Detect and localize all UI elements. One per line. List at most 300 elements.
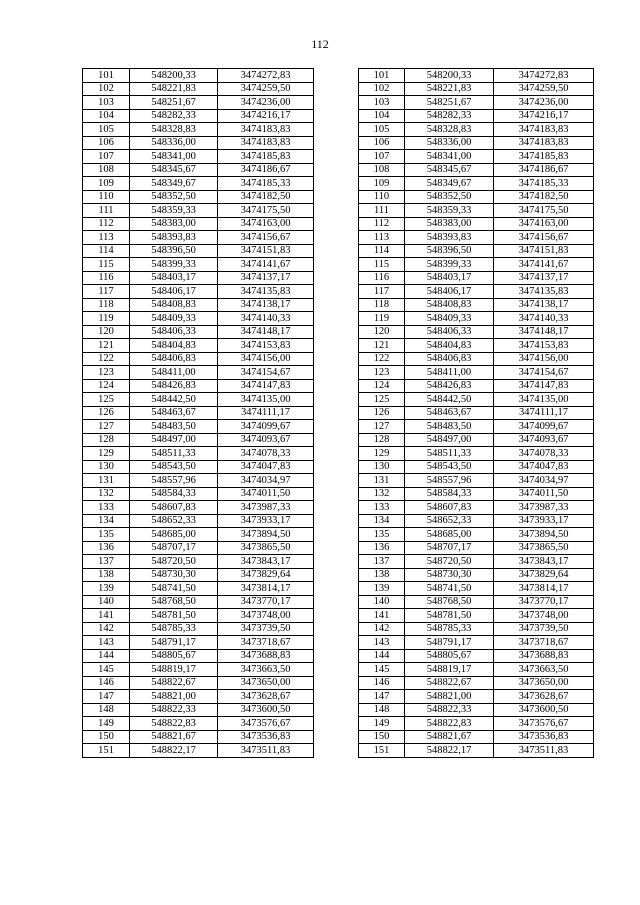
point-number-cell: 134 [83, 514, 130, 528]
y-coordinate-cell: 3473865,50 [494, 541, 594, 555]
y-coordinate-cell: 3474156,67 [218, 231, 314, 245]
table-row [83, 730, 314, 744]
point-number-cell: 106 [83, 136, 130, 150]
x-coordinate-cell: 548822,67 [405, 676, 494, 690]
x-coordinate-cell: 548720,50 [130, 555, 218, 569]
point-number-cell: 112 [359, 217, 405, 231]
y-coordinate-cell: 3474175,50 [218, 204, 314, 218]
x-coordinate-cell: 548685,00 [405, 528, 494, 542]
y-coordinate-cell: 3473843,17 [218, 555, 314, 569]
x-coordinate-cell: 548336,00 [405, 136, 494, 150]
point-number-cell: 123 [83, 366, 130, 380]
x-coordinate-cell: 548403,17 [130, 271, 218, 285]
point-number-cell: 119 [83, 312, 130, 326]
table-row [83, 487, 314, 501]
x-coordinate-cell: 548791,17 [405, 636, 494, 650]
y-coordinate-cell: 3474153,83 [218, 339, 314, 353]
y-coordinate-cell: 3473748,00 [494, 609, 594, 623]
y-coordinate-cell: 3473748,00 [218, 609, 314, 623]
table-row [359, 609, 594, 623]
y-coordinate-cell: 3474093,67 [494, 433, 594, 447]
point-number-cell: 149 [83, 717, 130, 731]
y-coordinate-cell: 3474151,83 [494, 244, 594, 258]
y-coordinate-cell: 3474141,67 [494, 258, 594, 272]
point-number-cell: 106 [359, 136, 405, 150]
table-row [359, 258, 594, 272]
x-coordinate-cell: 548557,96 [130, 474, 218, 488]
point-number-cell: 146 [83, 676, 130, 690]
point-number-cell: 102 [83, 82, 130, 96]
table-row [359, 460, 594, 474]
table-row [359, 474, 594, 488]
y-coordinate-cell: 3474078,33 [494, 447, 594, 461]
point-number-cell: 143 [83, 636, 130, 650]
table-row [83, 622, 314, 636]
point-number-cell: 151 [359, 744, 405, 758]
y-coordinate-cell: 3474259,50 [494, 82, 594, 96]
table-row [83, 150, 314, 164]
table-row [83, 339, 314, 353]
x-coordinate-cell: 548352,50 [405, 190, 494, 204]
x-coordinate-cell: 548404,83 [405, 339, 494, 353]
table-row [359, 271, 594, 285]
x-coordinate-cell: 548359,33 [405, 204, 494, 218]
point-number-cell: 102 [359, 82, 405, 96]
table-row [83, 244, 314, 258]
point-number-cell: 130 [83, 460, 130, 474]
x-coordinate-cell: 548463,67 [405, 406, 494, 420]
y-coordinate-cell: 3474147,83 [494, 379, 594, 393]
point-number-cell: 122 [83, 352, 130, 366]
x-coordinate-cell: 548406,17 [405, 285, 494, 299]
x-coordinate-cell: 548399,33 [405, 258, 494, 272]
point-number-cell: 105 [83, 123, 130, 137]
y-coordinate-cell: 3474272,83 [494, 69, 594, 83]
coordinates-table-left [82, 68, 314, 758]
y-coordinate-cell: 3473933,17 [494, 514, 594, 528]
x-coordinate-cell: 548584,33 [405, 487, 494, 501]
y-coordinate-cell: 3474034,97 [494, 474, 594, 488]
x-coordinate-cell: 548359,33 [130, 204, 218, 218]
y-coordinate-cell: 3474156,67 [494, 231, 594, 245]
point-number-cell: 127 [83, 420, 130, 434]
table-row [83, 514, 314, 528]
table-row [83, 636, 314, 650]
y-coordinate-cell: 3473511,83 [218, 744, 314, 758]
point-number-cell: 112 [83, 217, 130, 231]
x-coordinate-cell: 548607,83 [405, 501, 494, 515]
y-coordinate-cell: 3474111,17 [494, 406, 594, 420]
y-coordinate-cell: 3473770,17 [494, 595, 594, 609]
point-number-cell: 146 [359, 676, 405, 690]
point-number-cell: 131 [83, 474, 130, 488]
table-row [359, 393, 594, 407]
x-coordinate-cell: 548497,00 [405, 433, 494, 447]
point-number-cell: 115 [83, 258, 130, 272]
y-coordinate-cell: 3474135,00 [494, 393, 594, 407]
point-number-cell: 104 [359, 109, 405, 123]
table-row [83, 352, 314, 366]
table-row [83, 649, 314, 663]
table-row [359, 312, 594, 326]
table-row [359, 82, 594, 96]
point-number-cell: 147 [359, 690, 405, 704]
table-row [359, 514, 594, 528]
y-coordinate-cell: 3473576,67 [218, 717, 314, 731]
point-number-cell: 107 [83, 150, 130, 164]
x-coordinate-cell: 548463,67 [130, 406, 218, 420]
y-coordinate-cell: 3473829,64 [494, 568, 594, 582]
y-coordinate-cell: 3474183,83 [494, 136, 594, 150]
y-coordinate-cell: 3474099,67 [218, 420, 314, 434]
point-number-cell: 148 [83, 703, 130, 717]
x-coordinate-cell: 548411,00 [130, 366, 218, 380]
table-row [359, 717, 594, 731]
point-number-cell: 118 [83, 298, 130, 312]
table-row [83, 474, 314, 488]
point-number-cell: 132 [359, 487, 405, 501]
table-row [83, 433, 314, 447]
point-number-cell: 149 [359, 717, 405, 731]
table-row [359, 433, 594, 447]
x-coordinate-cell: 548822,33 [405, 703, 494, 717]
y-coordinate-cell: 3474185,33 [494, 177, 594, 191]
table-row [359, 487, 594, 501]
table-row [83, 136, 314, 150]
table-row [83, 379, 314, 393]
point-number-cell: 144 [359, 649, 405, 663]
x-coordinate-cell: 548352,50 [130, 190, 218, 204]
x-coordinate-cell: 548349,67 [130, 177, 218, 191]
point-number-cell: 124 [359, 379, 405, 393]
point-number-cell: 111 [83, 204, 130, 218]
x-coordinate-cell: 548426,83 [130, 379, 218, 393]
x-coordinate-cell: 548408,83 [130, 298, 218, 312]
y-coordinate-cell: 3474148,17 [494, 325, 594, 339]
table-row [83, 298, 314, 312]
y-coordinate-cell: 3474163,00 [494, 217, 594, 231]
point-number-cell: 150 [359, 730, 405, 744]
coordinates-table-right [358, 68, 594, 758]
table-row [359, 163, 594, 177]
table-row [83, 460, 314, 474]
y-coordinate-cell: 3474154,67 [218, 366, 314, 380]
table-row [359, 528, 594, 542]
y-coordinate-cell: 3474185,83 [494, 150, 594, 164]
point-number-cell: 133 [83, 501, 130, 515]
x-coordinate-cell: 548543,50 [130, 460, 218, 474]
point-number-cell: 134 [359, 514, 405, 528]
table-row [83, 541, 314, 555]
point-number-cell: 108 [359, 163, 405, 177]
table-row [359, 622, 594, 636]
table-row [359, 541, 594, 555]
table-row [359, 555, 594, 569]
y-coordinate-cell: 3474078,33 [218, 447, 314, 461]
page-number: 112 [311, 37, 329, 51]
x-coordinate-cell: 548741,50 [130, 582, 218, 596]
point-number-cell: 135 [359, 528, 405, 542]
y-coordinate-cell: 3474137,17 [218, 271, 314, 285]
y-coordinate-cell: 3474135,83 [494, 285, 594, 299]
table-row [359, 231, 594, 245]
x-coordinate-cell: 548685,00 [130, 528, 218, 542]
table-row [359, 244, 594, 258]
table-row [359, 690, 594, 704]
point-number-cell: 117 [83, 285, 130, 299]
x-coordinate-cell: 548822,67 [130, 676, 218, 690]
y-coordinate-cell: 3474185,33 [218, 177, 314, 191]
y-coordinate-cell: 3474111,17 [218, 406, 314, 420]
y-coordinate-cell: 3473894,50 [494, 528, 594, 542]
x-coordinate-cell: 548442,50 [405, 393, 494, 407]
x-coordinate-cell: 548393,83 [405, 231, 494, 245]
point-number-cell: 139 [83, 582, 130, 596]
table-row [83, 582, 314, 596]
point-number-cell: 125 [359, 393, 405, 407]
x-coordinate-cell: 548409,33 [405, 312, 494, 326]
y-coordinate-cell: 3474138,17 [218, 298, 314, 312]
x-coordinate-cell: 548781,50 [405, 609, 494, 623]
y-coordinate-cell: 3474147,83 [218, 379, 314, 393]
point-number-cell: 142 [83, 622, 130, 636]
table-row [359, 447, 594, 461]
table-row [359, 190, 594, 204]
table-row [359, 325, 594, 339]
y-coordinate-cell: 3474137,17 [494, 271, 594, 285]
point-number-cell: 104 [83, 109, 130, 123]
x-coordinate-cell: 548741,50 [405, 582, 494, 596]
y-coordinate-cell: 3474182,50 [494, 190, 594, 204]
y-coordinate-cell: 3474156,00 [494, 352, 594, 366]
table-row [83, 609, 314, 623]
x-coordinate-cell: 548607,83 [130, 501, 218, 515]
point-number-cell: 130 [359, 460, 405, 474]
x-coordinate-cell: 548822,17 [130, 744, 218, 758]
y-coordinate-cell: 3473688,83 [218, 649, 314, 663]
table-row [83, 217, 314, 231]
x-coordinate-cell: 548383,00 [405, 217, 494, 231]
y-coordinate-cell: 3474186,67 [218, 163, 314, 177]
y-coordinate-cell: 3474141,67 [218, 258, 314, 272]
point-number-cell: 111 [359, 204, 405, 218]
x-coordinate-cell: 548821,00 [405, 690, 494, 704]
x-coordinate-cell: 548251,67 [130, 96, 218, 110]
y-coordinate-cell: 3474011,50 [494, 487, 594, 501]
table-row [83, 325, 314, 339]
point-number-cell: 142 [359, 622, 405, 636]
table-row [359, 730, 594, 744]
table-row [359, 568, 594, 582]
y-coordinate-cell: 3474186,67 [494, 163, 594, 177]
table-row [83, 528, 314, 542]
x-coordinate-cell: 548399,33 [130, 258, 218, 272]
table-row [359, 298, 594, 312]
table-row [83, 190, 314, 204]
table-row [83, 595, 314, 609]
point-number-cell: 116 [83, 271, 130, 285]
y-coordinate-cell: 3474183,83 [218, 136, 314, 150]
table-row [359, 339, 594, 353]
y-coordinate-cell: 3473576,67 [494, 717, 594, 731]
point-number-cell: 110 [83, 190, 130, 204]
y-coordinate-cell: 3474154,67 [494, 366, 594, 380]
y-coordinate-cell: 3474216,17 [218, 109, 314, 123]
y-coordinate-cell: 3474140,33 [494, 312, 594, 326]
y-coordinate-cell: 3473987,33 [218, 501, 314, 515]
y-coordinate-cell: 3473511,83 [494, 744, 594, 758]
y-coordinate-cell: 3473843,17 [494, 555, 594, 569]
point-number-cell: 120 [83, 325, 130, 339]
table-row [359, 379, 594, 393]
table-row [359, 595, 594, 609]
point-number-cell: 144 [83, 649, 130, 663]
table-row [359, 69, 594, 83]
table-row [359, 649, 594, 663]
x-coordinate-cell: 548409,33 [130, 312, 218, 326]
point-number-cell: 115 [359, 258, 405, 272]
x-coordinate-cell: 548282,33 [130, 109, 218, 123]
x-coordinate-cell: 548781,50 [130, 609, 218, 623]
y-coordinate-cell: 3474183,83 [494, 123, 594, 137]
table-row [83, 744, 314, 758]
point-number-cell: 137 [359, 555, 405, 569]
point-number-cell: 138 [359, 568, 405, 582]
y-coordinate-cell: 3474148,17 [218, 325, 314, 339]
table-row [83, 285, 314, 299]
y-coordinate-cell: 3474185,83 [218, 150, 314, 164]
y-coordinate-cell: 3474183,83 [218, 123, 314, 137]
table-row [83, 568, 314, 582]
y-coordinate-cell: 3473600,50 [494, 703, 594, 717]
x-coordinate-cell: 548652,33 [405, 514, 494, 528]
y-coordinate-cell: 3474272,83 [218, 69, 314, 83]
x-coordinate-cell: 548403,17 [405, 271, 494, 285]
point-number-cell: 121 [359, 339, 405, 353]
x-coordinate-cell: 548497,00 [130, 433, 218, 447]
point-number-cell: 145 [359, 663, 405, 677]
y-coordinate-cell: 3474156,00 [218, 352, 314, 366]
x-coordinate-cell: 548819,17 [405, 663, 494, 677]
x-coordinate-cell: 548768,50 [130, 595, 218, 609]
y-coordinate-cell: 3474236,00 [218, 96, 314, 110]
table-row [83, 420, 314, 434]
y-coordinate-cell: 3473718,67 [494, 636, 594, 650]
x-coordinate-cell: 548821,00 [130, 690, 218, 704]
point-number-cell: 113 [83, 231, 130, 245]
x-coordinate-cell: 548785,33 [130, 622, 218, 636]
x-coordinate-cell: 548406,33 [405, 325, 494, 339]
y-coordinate-cell: 3473536,83 [494, 730, 594, 744]
point-number-cell: 113 [359, 231, 405, 245]
point-number-cell: 150 [83, 730, 130, 744]
point-number-cell: 133 [359, 501, 405, 515]
x-coordinate-cell: 548511,33 [405, 447, 494, 461]
point-number-cell: 107 [359, 150, 405, 164]
point-number-cell: 114 [83, 244, 130, 258]
point-number-cell: 114 [359, 244, 405, 258]
x-coordinate-cell: 548282,33 [405, 109, 494, 123]
x-coordinate-cell: 548349,67 [405, 177, 494, 191]
table-row [83, 69, 314, 83]
y-coordinate-cell: 3473650,00 [494, 676, 594, 690]
table-row [359, 676, 594, 690]
table-row [83, 393, 314, 407]
point-number-cell: 132 [83, 487, 130, 501]
x-coordinate-cell: 548821,67 [130, 730, 218, 744]
y-coordinate-cell: 3473650,00 [218, 676, 314, 690]
table-row [359, 703, 594, 717]
table-row [359, 406, 594, 420]
table-row [359, 366, 594, 380]
point-number-cell: 138 [83, 568, 130, 582]
x-coordinate-cell: 548584,33 [130, 487, 218, 501]
x-coordinate-cell: 548341,00 [130, 150, 218, 164]
point-number-cell: 147 [83, 690, 130, 704]
x-coordinate-cell: 548442,50 [130, 393, 218, 407]
x-coordinate-cell: 548336,00 [130, 136, 218, 150]
point-number-cell: 109 [83, 177, 130, 191]
y-coordinate-cell: 3473933,17 [218, 514, 314, 528]
point-number-cell: 101 [83, 69, 130, 83]
table-row [359, 636, 594, 650]
x-coordinate-cell: 548652,33 [130, 514, 218, 528]
point-number-cell: 108 [83, 163, 130, 177]
x-coordinate-cell: 548221,83 [130, 82, 218, 96]
table-row [83, 109, 314, 123]
y-coordinate-cell: 3473894,50 [218, 528, 314, 542]
y-coordinate-cell: 3473600,50 [218, 703, 314, 717]
y-coordinate-cell: 3473739,50 [494, 622, 594, 636]
point-number-cell: 129 [83, 447, 130, 461]
x-coordinate-cell: 548406,83 [405, 352, 494, 366]
y-coordinate-cell: 3473770,17 [218, 595, 314, 609]
x-coordinate-cell: 548720,50 [405, 555, 494, 569]
point-number-cell: 110 [359, 190, 405, 204]
table-row [83, 123, 314, 137]
y-coordinate-cell: 3474175,50 [494, 204, 594, 218]
x-coordinate-cell: 548426,83 [405, 379, 494, 393]
x-coordinate-cell: 548345,67 [130, 163, 218, 177]
point-number-cell: 101 [359, 69, 405, 83]
y-coordinate-cell: 3474135,00 [218, 393, 314, 407]
point-number-cell: 118 [359, 298, 405, 312]
table-row [83, 676, 314, 690]
x-coordinate-cell: 548785,33 [405, 622, 494, 636]
x-coordinate-cell: 548404,83 [130, 339, 218, 353]
point-number-cell: 117 [359, 285, 405, 299]
table-row [359, 109, 594, 123]
y-coordinate-cell: 3474259,50 [218, 82, 314, 96]
point-number-cell: 128 [83, 433, 130, 447]
x-coordinate-cell: 548557,96 [405, 474, 494, 488]
x-coordinate-cell: 548406,17 [130, 285, 218, 299]
point-number-cell: 125 [83, 393, 130, 407]
y-coordinate-cell: 3473814,17 [218, 582, 314, 596]
x-coordinate-cell: 548251,67 [405, 96, 494, 110]
table-row [359, 204, 594, 218]
table-row [83, 663, 314, 677]
point-number-cell: 105 [359, 123, 405, 137]
table-row [359, 177, 594, 191]
point-number-cell: 140 [359, 595, 405, 609]
point-number-cell: 122 [359, 352, 405, 366]
x-coordinate-cell: 548200,33 [405, 69, 494, 83]
x-coordinate-cell: 548396,50 [130, 244, 218, 258]
y-coordinate-cell: 3473688,83 [494, 649, 594, 663]
table-row [359, 136, 594, 150]
y-coordinate-cell: 3473628,67 [218, 690, 314, 704]
